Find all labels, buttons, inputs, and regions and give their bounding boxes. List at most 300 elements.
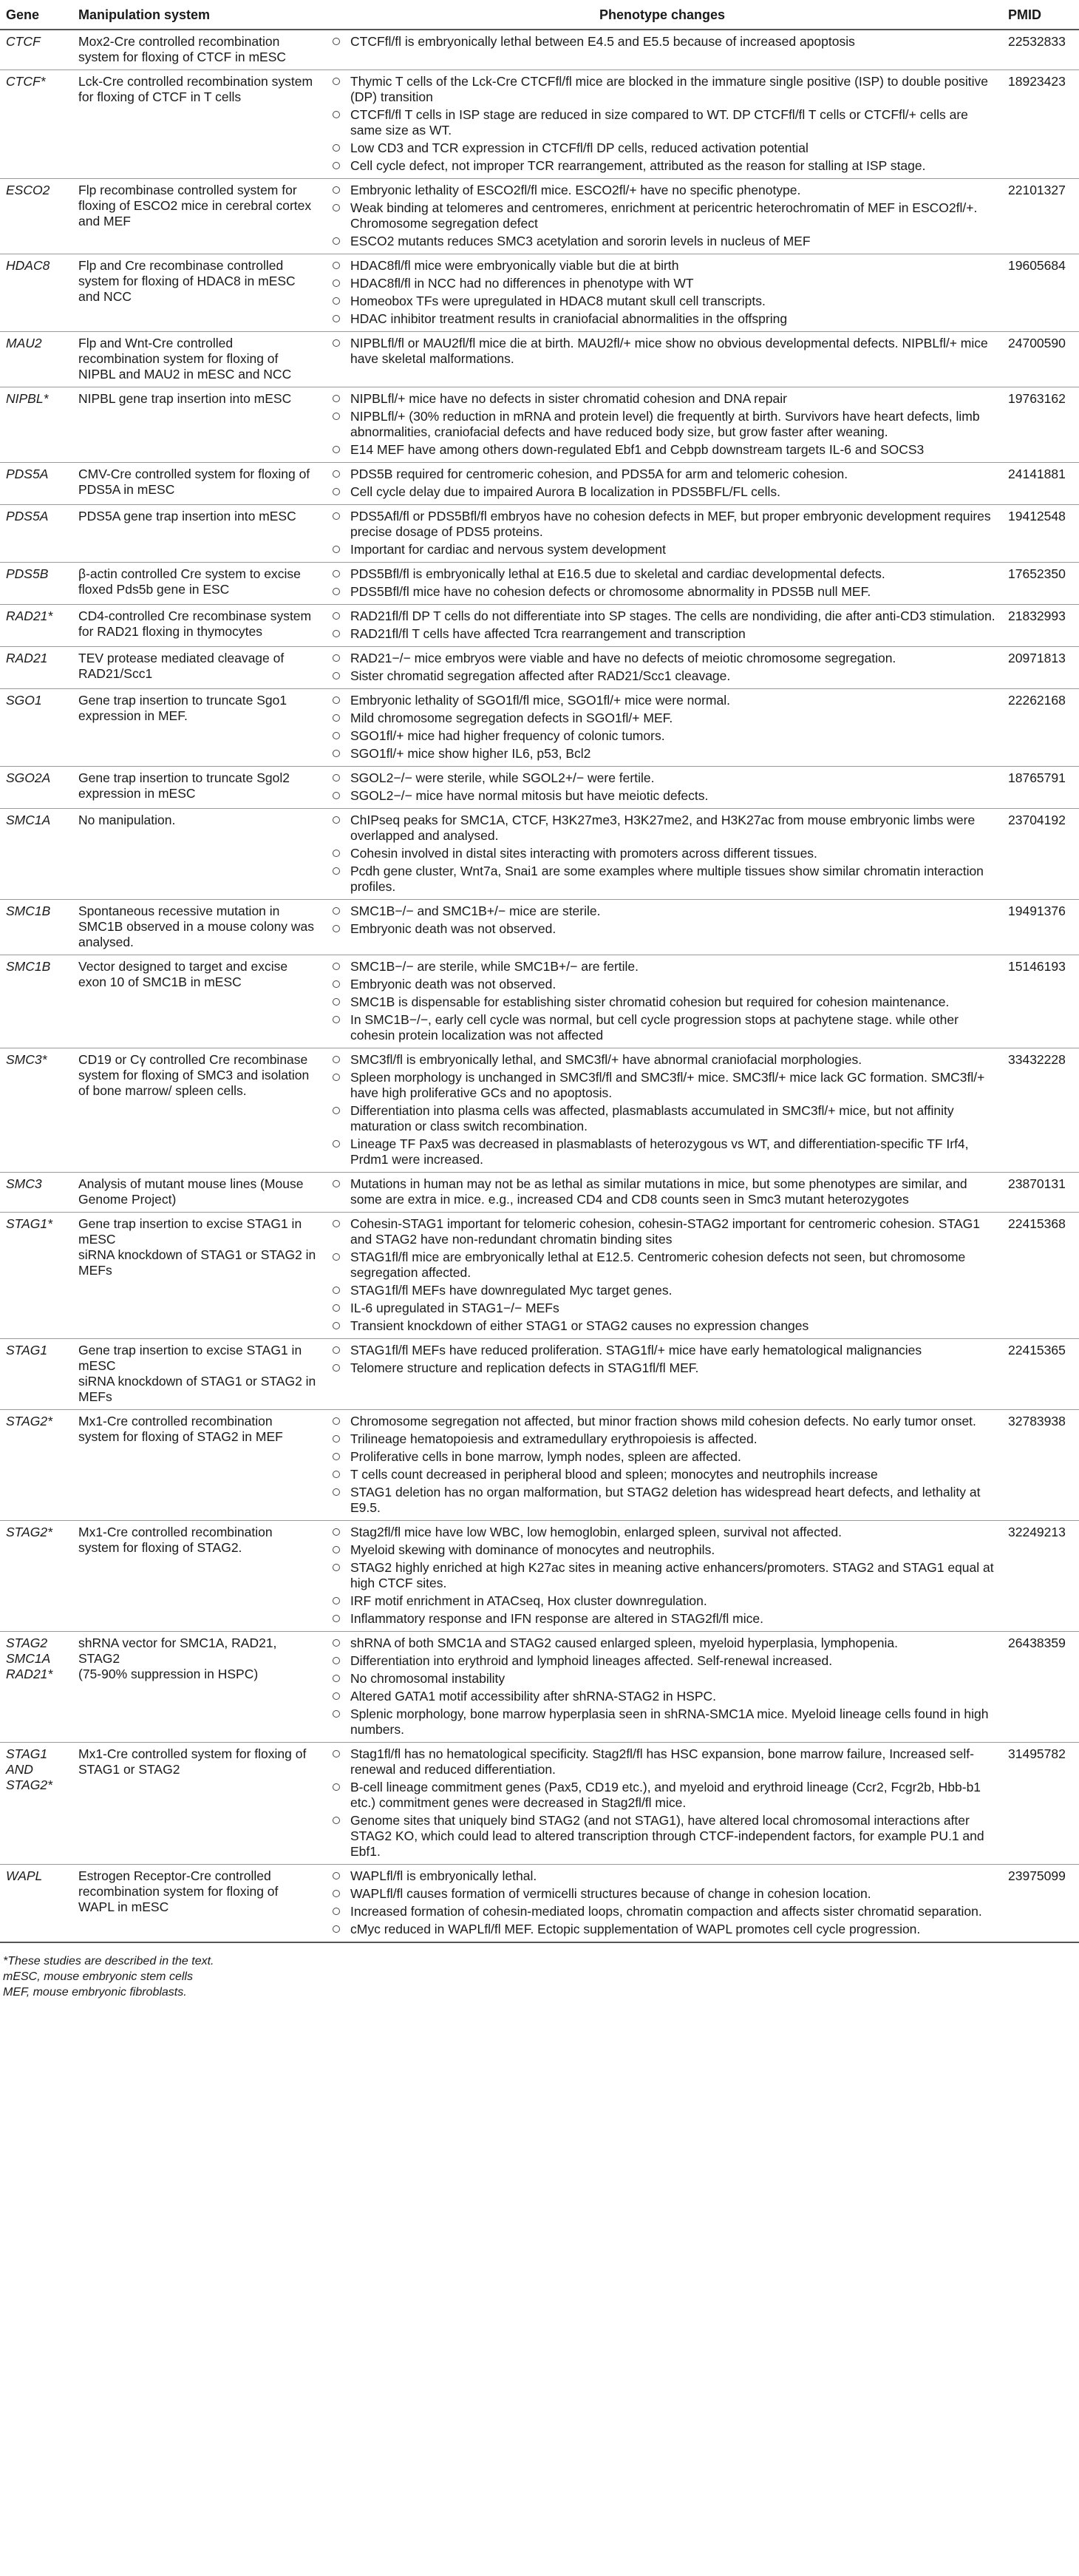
table-row (0, 689, 1079, 767)
manipulation-system-text: (75-90% suppression in HSPC) (78, 1667, 259, 1681)
phenotype-text: B-cell lineage commitment genes (Pax5, CD19 etc.), and myeloid and erythroid lineage (Ccr2, Fcgr2b, Hbb-b1 etc.) commitment genes were decreased in Stag2fl/fl mice. (350, 1780, 981, 1810)
phenotype-text: Cohesin involved in distal sites interacting with promoters across different tissues. (350, 846, 817, 861)
gene-name: STAG2 (6, 1636, 48, 1650)
phenotype-item (328, 1414, 996, 1429)
phenotype-text: In SMC1B−/−, early cell cycle was normal, but cell cycle progression stops at pachytene stage. while other cohesin protein localization was not affected (350, 1012, 959, 1043)
gene-cell (0, 505, 72, 563)
gene-cell (0, 463, 72, 505)
pmid-cell: 31495782 (1002, 1743, 1079, 1865)
phenotype-item (328, 864, 996, 895)
phenotype-item (328, 276, 996, 291)
circle-bullet-icon (333, 470, 340, 478)
circle-bullet-icon (333, 1220, 340, 1227)
table-row (0, 70, 1079, 179)
table-row (0, 955, 1079, 1048)
circle-bullet-icon (333, 816, 340, 824)
gene-name: STAG1* (6, 1216, 52, 1231)
table-row (0, 1521, 1079, 1632)
phenotype-item (328, 158, 996, 174)
manipulation-system-cell (72, 1173, 322, 1213)
phenotype-item (328, 668, 996, 684)
gene-name: STAG1 (6, 1746, 48, 1761)
gene-name: SMC3 (6, 1176, 42, 1191)
manipulation-system-text: No manipulation. (78, 813, 176, 827)
circle-bullet-icon (333, 546, 340, 553)
phenotype-item (328, 977, 996, 992)
pmid-cell: 24700590 (1002, 332, 1079, 387)
phenotype-item (328, 746, 996, 762)
manipulation-system-cell (72, 809, 322, 900)
gene-cell (0, 332, 72, 387)
phenotype-list (328, 1746, 996, 1860)
circle-bullet-icon (333, 1908, 340, 1915)
circle-bullet-icon (333, 297, 340, 305)
phenotype-item (328, 509, 996, 540)
manipulation-system-cell (72, 689, 322, 767)
phenotype-text: SMC3fl/fl is embryonically lethal, and SMC3fl/+ have abnormal craniofacial morphologies. (350, 1052, 862, 1067)
gene-cell (0, 1743, 72, 1865)
gene-cell (0, 563, 72, 605)
footnote: MEF, mouse embryonic fibroblasts. (3, 1986, 187, 1999)
phenotype-item (328, 1868, 996, 1884)
phenotype-item (328, 140, 996, 156)
phenotype-text: Myeloid skewing with dominance of monocytes and neutrophils. (350, 1542, 715, 1557)
phenotype-item (328, 1216, 996, 1247)
circle-bullet-icon (333, 395, 340, 402)
pmid-cell: 22262168 (1002, 689, 1079, 767)
pmid-cell: 23975099 (1002, 1865, 1079, 1943)
circle-bullet-icon (333, 907, 340, 915)
phenotype-changes-cell (322, 689, 1002, 767)
phenotype-item (328, 234, 996, 249)
pmid-cell: 19763162 (1002, 387, 1079, 463)
phenotype-item (328, 1560, 996, 1591)
phenotype-item (328, 1746, 996, 1777)
phenotype-text: STAG2 highly enriched at high K27ac sites in meaning active enhancers/promoters. STAG2 and STAG1 equal at high CTCF sites. (350, 1560, 994, 1590)
phenotype-changes-cell (322, 1173, 1002, 1213)
gene-name: RAD21 (6, 651, 48, 665)
phenotype-item (328, 258, 996, 274)
phenotype-text: Important for cardiac and nervous system development (350, 542, 667, 557)
manipulation-system-text: TEV protease mediated cleavage of RAD21/Scc1 (78, 651, 285, 681)
phenotype-item (328, 1103, 996, 1134)
phenotype-text: NIPBLfl/+ (30% reduction in mRNA and protein level) die frequently at birth. Survivors have heart defects, limb abnormalities, craniofacial defects and have reduced body size, but grow faster after weaning. (350, 409, 980, 439)
circle-bullet-icon (333, 446, 340, 453)
phenotype-item (328, 1012, 996, 1043)
gene-cell (0, 689, 72, 767)
manipulation-system-text: siRNA knockdown of STAG1 or STAG2 in MEFs (78, 1247, 316, 1278)
gene-cell (0, 179, 72, 254)
gene-name: SGO1 (6, 693, 42, 708)
phenotype-item (328, 107, 996, 138)
manipulation-system-cell (72, 30, 322, 70)
phenotype-text: PDS5Bfl/fl mice have no cohesion defects or chromosome abnormality in PDS5B null MEF. (350, 584, 871, 599)
gene-name: PDS5B (6, 566, 49, 581)
gene-name: PDS5A (6, 509, 49, 523)
circle-bullet-icon (333, 1435, 340, 1443)
table-row (0, 767, 1079, 809)
phenotype-changes-cell (322, 30, 1002, 70)
pmid-cell: 17652350 (1002, 563, 1079, 605)
circle-bullet-icon (333, 1528, 340, 1536)
manipulation-system-text: Mx1-Cre controlled system for floxing of STAG1 or STAG2 (78, 1746, 307, 1777)
phenotype-item (328, 1653, 996, 1669)
manipulation-system-cell (72, 1048, 322, 1173)
phenotype-changes-cell (322, 1410, 1002, 1521)
circle-bullet-icon (333, 1016, 340, 1023)
manipulation-system-text: Estrogen Receptor-Cre controlled recombination system for floxing of WAPL in mESC (78, 1868, 279, 1914)
gene-cell (0, 30, 72, 70)
circle-bullet-icon (333, 512, 340, 520)
phenotype-item (328, 1449, 996, 1465)
phenotype-item (328, 409, 996, 440)
phenotype-text: WAPLfl/fl causes formation of vermicelli structures because of change in cohesion location. (350, 1886, 871, 1901)
phenotype-item (328, 959, 996, 975)
phenotype-changes-cell (322, 809, 1002, 900)
pmid-cell: 20971813 (1002, 647, 1079, 689)
pmid-cell: 33432228 (1002, 1048, 1079, 1173)
phenotype-text: HDAC8fl/fl in NCC had no differences in phenotype with WT (350, 276, 694, 291)
phenotype-text: Splenic morphology, bone marrow hyperplasia seen in shRNA-SMC1A mice. Myeloid lineage cells found in high numbers. (350, 1706, 989, 1737)
phenotype-changes-cell (322, 1865, 1002, 1943)
circle-bullet-icon (333, 1287, 340, 1294)
phenotype-item (328, 1485, 996, 1516)
manipulation-system-cell (72, 1213, 322, 1339)
phenotype-text: Stag2fl/fl mice have low WBC, low hemoglobin, enlarged spleen, survival not affected. (350, 1525, 843, 1539)
header-phenotype-changes: Phenotype changes (322, 7, 1002, 30)
phenotype-item (328, 566, 996, 582)
circle-bullet-icon (333, 998, 340, 1006)
manipulation-system-cell (72, 179, 322, 254)
phenotype-changes-cell (322, 767, 1002, 809)
circle-bullet-icon (333, 980, 340, 988)
circle-bullet-icon (333, 630, 340, 637)
phenotype-text: Embryonic death was not observed. (350, 921, 556, 936)
circle-bullet-icon (333, 925, 340, 932)
phenotype-changes-cell (322, 1521, 1002, 1632)
circle-bullet-icon (333, 1890, 340, 1897)
phenotype-item (328, 693, 996, 708)
circle-bullet-icon (333, 162, 340, 169)
table-body (0, 30, 1079, 1942)
manipulation-system-text: CD4-controlled Cre recombinase system for RAD21 floxing in thymocytes (78, 609, 312, 639)
phenotype-list (328, 336, 996, 367)
table-row (0, 563, 1079, 605)
gene-cell (0, 1173, 72, 1213)
phenotype-text: Increased formation of cohesin-mediated loops, chromatin compaction and affects sister chromatid separation. (350, 1904, 982, 1919)
circle-bullet-icon (333, 1710, 340, 1718)
table-row (0, 30, 1079, 70)
phenotype-list (328, 1414, 996, 1516)
gene-name: SGO2A (6, 770, 51, 785)
circle-bullet-icon (333, 1615, 340, 1622)
manipulation-system-cell (72, 70, 322, 179)
phenotype-text: T cells count decreased in peripheral blood and spleen; monocytes and neutrophils increase (350, 1467, 878, 1482)
gene-cell (0, 387, 72, 463)
circle-bullet-icon (333, 186, 340, 194)
phenotype-item (328, 1070, 996, 1101)
phenotype-item (328, 542, 996, 557)
phenotype-text: PDS5Afl/fl or PDS5Bfl/fl embryos have no cohesion defects in MEF, but proper embryonic development requires precise dosage of PDS5 proteins. (350, 509, 991, 539)
circle-bullet-icon (333, 1750, 340, 1758)
phenotype-list (328, 770, 996, 804)
phenotype-text: IL-6 upregulated in STAG1−/− MEFs (350, 1301, 559, 1315)
circle-bullet-icon (333, 867, 340, 875)
phenotype-item (328, 467, 996, 482)
phenotype-text: Sister chromatid segregation affected after RAD21/Scc1 cleavage. (350, 668, 731, 683)
phenotype-item (328, 200, 996, 231)
table-row (0, 1173, 1079, 1213)
circle-bullet-icon (333, 1074, 340, 1081)
phenotype-text: SGOL2−/− mice have normal mitosis but have meiotic defects. (350, 788, 709, 803)
table-row (0, 1213, 1079, 1339)
phenotype-item (328, 1689, 996, 1704)
phenotype-item (328, 1813, 996, 1860)
phenotype-list (328, 1216, 996, 1334)
phenotype-item (328, 1671, 996, 1687)
phenotype-item (328, 1611, 996, 1627)
phenotype-item (328, 1318, 996, 1334)
circle-bullet-icon (333, 1107, 340, 1114)
phenotype-list (328, 74, 996, 174)
phenotype-changes-cell (322, 505, 1002, 563)
circle-bullet-icon (333, 1180, 340, 1187)
phenotype-item (328, 294, 996, 309)
circle-bullet-icon (333, 204, 340, 211)
phenotype-text: Inflammatory response and IFN response are altered in STAG2fl/fl mice. (350, 1611, 763, 1626)
phenotype-item (328, 711, 996, 726)
manipulation-system-text: Mx1-Cre controlled recombination system for floxing of STAG2. (78, 1525, 273, 1555)
circle-bullet-icon (333, 1346, 340, 1354)
circle-bullet-icon (333, 1471, 340, 1478)
manipulation-system-text: Vector designed to target and excise exon 10 of SMC1B in mESC (78, 959, 288, 989)
manipulation-system-cell (72, 1865, 322, 1943)
phenotype-item (328, 1301, 996, 1316)
phenotype-item (328, 311, 996, 327)
phenotype-text: Cell cycle delay due to impaired Aurora B localization in PDS5BFL/FL cells. (350, 484, 780, 499)
footnote: mESC, mouse embryonic stem cells (3, 1970, 193, 1983)
phenotype-text: RAD21−/− mice embryos were viable and have no defects of meiotic chromosome segregation. (350, 651, 896, 665)
phenotype-list (328, 1343, 996, 1376)
phenotype-item (328, 1922, 996, 1937)
phenotype-item (328, 336, 996, 367)
gene-cell (0, 605, 72, 647)
manipulation-system-text: shRNA vector for SMC1A, RAD21, STAG2 (78, 1636, 277, 1666)
circle-bullet-icon (333, 1417, 340, 1425)
pmid-cell: 22101327 (1002, 179, 1079, 254)
phenotype-item (328, 1706, 996, 1738)
table-footnotes (0, 1943, 1079, 2000)
manipulation-system-text: Lck-Cre controlled recombination system for floxing of CTCF in T cells (78, 74, 313, 104)
phenotype-list (328, 1868, 996, 1937)
circle-bullet-icon (333, 1639, 340, 1647)
gene-name: STAG2* (6, 1525, 52, 1539)
phenotype-changes-cell (322, 179, 1002, 254)
circle-bullet-icon (333, 1564, 340, 1571)
circle-bullet-icon (333, 774, 340, 782)
phenotype-item (328, 921, 996, 937)
manipulation-system-text: Flp recombinase controlled system for floxing of ESCO2 mice in cerebral cortex and MEF (78, 183, 312, 228)
phenotype-item (328, 442, 996, 458)
phenotype-item (328, 1052, 996, 1068)
phenotype-item (328, 609, 996, 624)
phenotype-text: Differentiation into erythroid and lymphoid lineages affected. Self-renewal increased. (350, 1653, 833, 1668)
circle-bullet-icon (333, 1322, 340, 1329)
phenotype-list (328, 467, 996, 500)
phenotype-list (328, 391, 996, 458)
phenotype-list (328, 1176, 996, 1207)
phenotype-item (328, 484, 996, 500)
phenotype-item (328, 183, 996, 198)
gene-cell (0, 1521, 72, 1632)
phenotype-item (328, 1525, 996, 1540)
manipulation-system-text: CD19 or Cγ controlled Cre recombinase system for floxing of SMC3 and isolation of bone marrow/ spleen cells. (78, 1052, 310, 1098)
phenotype-text: Mild chromosome segregation defects in SGO1fl/+ MEF. (350, 711, 673, 725)
circle-bullet-icon (333, 1140, 340, 1148)
phenotype-list (328, 183, 996, 249)
phenotype-item (328, 1176, 996, 1207)
manipulation-system-text: Gene trap insertion to excise STAG1 in mESC (78, 1216, 302, 1247)
manipulation-system-cell (72, 1743, 322, 1865)
phenotype-text: Chromosome segregation not affected, but minor fraction shows mild cohesion defects. No early tumor onset. (350, 1414, 976, 1428)
phenotype-item (328, 904, 996, 919)
table-row (0, 1632, 1079, 1743)
manipulation-system-text: Mx1-Cre controlled recombination system for floxing of STAG2 in MEF (78, 1414, 283, 1444)
gene-name: STAG1 (6, 1343, 48, 1358)
manipulation-system-cell (72, 1521, 322, 1632)
table-row (0, 1339, 1079, 1410)
header-gene: Gene (0, 7, 72, 30)
phenotype-item (328, 1593, 996, 1609)
phenotype-list (328, 609, 996, 642)
phenotype-list (328, 651, 996, 684)
manipulation-system-cell (72, 1632, 322, 1743)
phenotype-item (328, 770, 996, 786)
phenotype-list (328, 904, 996, 937)
gene-cell (0, 1213, 72, 1339)
circle-bullet-icon (333, 750, 340, 757)
circle-bullet-icon (333, 413, 340, 420)
pmid-cell: 24141881 (1002, 463, 1079, 505)
phenotype-text: Stag1fl/fl has no hematological specificity. Stag2fl/fl has HSC expansion, bone marrow failure, Increased self-renewal and reduced differentiation. (350, 1746, 974, 1777)
table-row (0, 463, 1079, 505)
manipulation-system-text: NIPBL gene trap insertion into mESC (78, 391, 292, 406)
phenotype-text: SMC1B is dispensable for establishing sister chromatid cohesion but required for cohesion maintenance. (350, 994, 950, 1009)
circle-bullet-icon (333, 1872, 340, 1880)
phenotype-item (328, 813, 996, 844)
circle-bullet-icon (333, 714, 340, 722)
phenotype-text: cMyc reduced in WAPLfl/fl MEF. Ectopic supplementation of WAPL promotes cell cycle progression. (350, 1922, 921, 1936)
gene-name: HDAC8 (6, 258, 50, 273)
phenotype-changes-cell (322, 1743, 1002, 1865)
manipulation-system-cell (72, 387, 322, 463)
phenotype-text: Weak binding at telomeres and centromeres, enrichment at pericentric heterochromatin of MEF in ESCO2fl/+. Chromosome segregation defect (350, 200, 978, 231)
gene-name: SMC1A (6, 813, 51, 827)
table-row (0, 1865, 1079, 1943)
phenotype-changes-cell (322, 463, 1002, 505)
manipulation-system-cell (72, 332, 322, 387)
phenotype-item (328, 1136, 996, 1167)
phenotype-item (328, 651, 996, 666)
phenotype-item (328, 1467, 996, 1482)
gene-cell (0, 1865, 72, 1943)
gene-name: STAG2* (6, 1414, 52, 1428)
gene-name: ESCO2 (6, 183, 50, 197)
manipulation-system-cell (72, 563, 322, 605)
phenotype-text: SGO1fl/+ mice had higher frequency of colonic tumors. (350, 728, 665, 743)
circle-bullet-icon (333, 1925, 340, 1933)
phenotype-text: Transient knockdown of either STAG1 or STAG2 causes no expression changes (350, 1318, 809, 1333)
phenotype-text: IRF motif enrichment in ATACseq, Hox cluster downregulation. (350, 1593, 707, 1608)
pmid-cell: 26438359 (1002, 1632, 1079, 1743)
circle-bullet-icon (333, 963, 340, 970)
gene-cell (0, 767, 72, 809)
gene-name: MAU2 (6, 336, 42, 350)
phenotype-text: RAD21fl/fl DP T cells do not differentiate into SP stages. The cells are nondividing, die after anti-CD3 stimulation. (350, 609, 995, 623)
manipulation-system-cell (72, 505, 322, 563)
circle-bullet-icon (333, 262, 340, 269)
gene-cell (0, 1410, 72, 1521)
phenotype-text: Thymic T cells of the Lck-Cre CTCFfl/fl mice are blocked in the immature single positive (ISP) to double positive (DP) transition (350, 74, 989, 104)
gene-name: RAD21* (6, 609, 53, 623)
table-row (0, 1410, 1079, 1521)
gene-name: NIPBL* (6, 391, 49, 406)
phenotype-text: SMC1B−/− and SMC1B+/− mice are sterile. (350, 904, 601, 918)
phenotype-list (328, 959, 996, 1043)
table-row (0, 387, 1079, 463)
phenotype-text: STAG1fl/fl MEFs have reduced proliferation. STAG1fl/+ mice have early hematological malignancies (350, 1343, 922, 1358)
table-row (0, 900, 1079, 955)
pmid-cell: 18923423 (1002, 70, 1079, 179)
phenotype-changes-cell (322, 1632, 1002, 1743)
gene-cell (0, 647, 72, 689)
circle-bullet-icon (333, 38, 340, 45)
manipulation-system-text: Gene trap insertion to truncate Sgo1 expression in MEF. (78, 693, 287, 723)
circle-bullet-icon (333, 1546, 340, 1553)
phenotype-text: CTCFfl/fl T cells in ISP stage are reduced in size compared to WT. DP CTCFfl/fl T cells or CTCFfl/+ cells are same size as WT. (350, 107, 968, 138)
manipulation-system-text: Flp and Wnt-Cre controlled recombination system for floxing of NIPBL and MAU2 in mESC and NCC (78, 336, 292, 382)
manipulation-system-cell (72, 254, 322, 332)
circle-bullet-icon (333, 339, 340, 347)
table-row (0, 647, 1079, 689)
phenotype-changes-cell (322, 1339, 1002, 1410)
phenotype-item (328, 1360, 996, 1376)
pmid-cell: 18765791 (1002, 767, 1079, 809)
circle-bullet-icon (333, 144, 340, 152)
pmid-cell: 32783938 (1002, 1410, 1079, 1521)
header-manipulation-system: Manipulation system (72, 7, 322, 30)
phenotype-text: Telomere structure and replication defects in STAG1fl/fl MEF. (350, 1360, 699, 1375)
phenotype-changes-cell (322, 254, 1002, 332)
pmid-cell: 22532833 (1002, 30, 1079, 70)
manipulation-system-cell (72, 605, 322, 647)
manipulation-system-text: Flp and Cre recombinase controlled system for floxing of HDAC8 in mESC and NCC (78, 258, 296, 304)
pmid-cell: 21832993 (1002, 605, 1079, 647)
manipulation-system-text: PDS5A gene trap insertion into mESC (78, 509, 296, 523)
phenotype-text: NIPBLfl/+ mice have no defects in sister chromatid cohesion and DNA repair (350, 391, 787, 406)
phenotype-text: No chromosomal instability (350, 1671, 506, 1686)
phenotype-changes-cell (322, 1213, 1002, 1339)
circle-bullet-icon (333, 696, 340, 704)
phenotype-item (328, 1886, 996, 1902)
circle-bullet-icon (333, 732, 340, 739)
gene-cell (0, 70, 72, 179)
cohesin-mouse-models-table (0, 7, 1079, 1943)
manipulation-system-cell (72, 1339, 322, 1410)
table-row (0, 254, 1079, 332)
manipulation-system-cell (72, 767, 322, 809)
phenotype-list (328, 566, 996, 600)
